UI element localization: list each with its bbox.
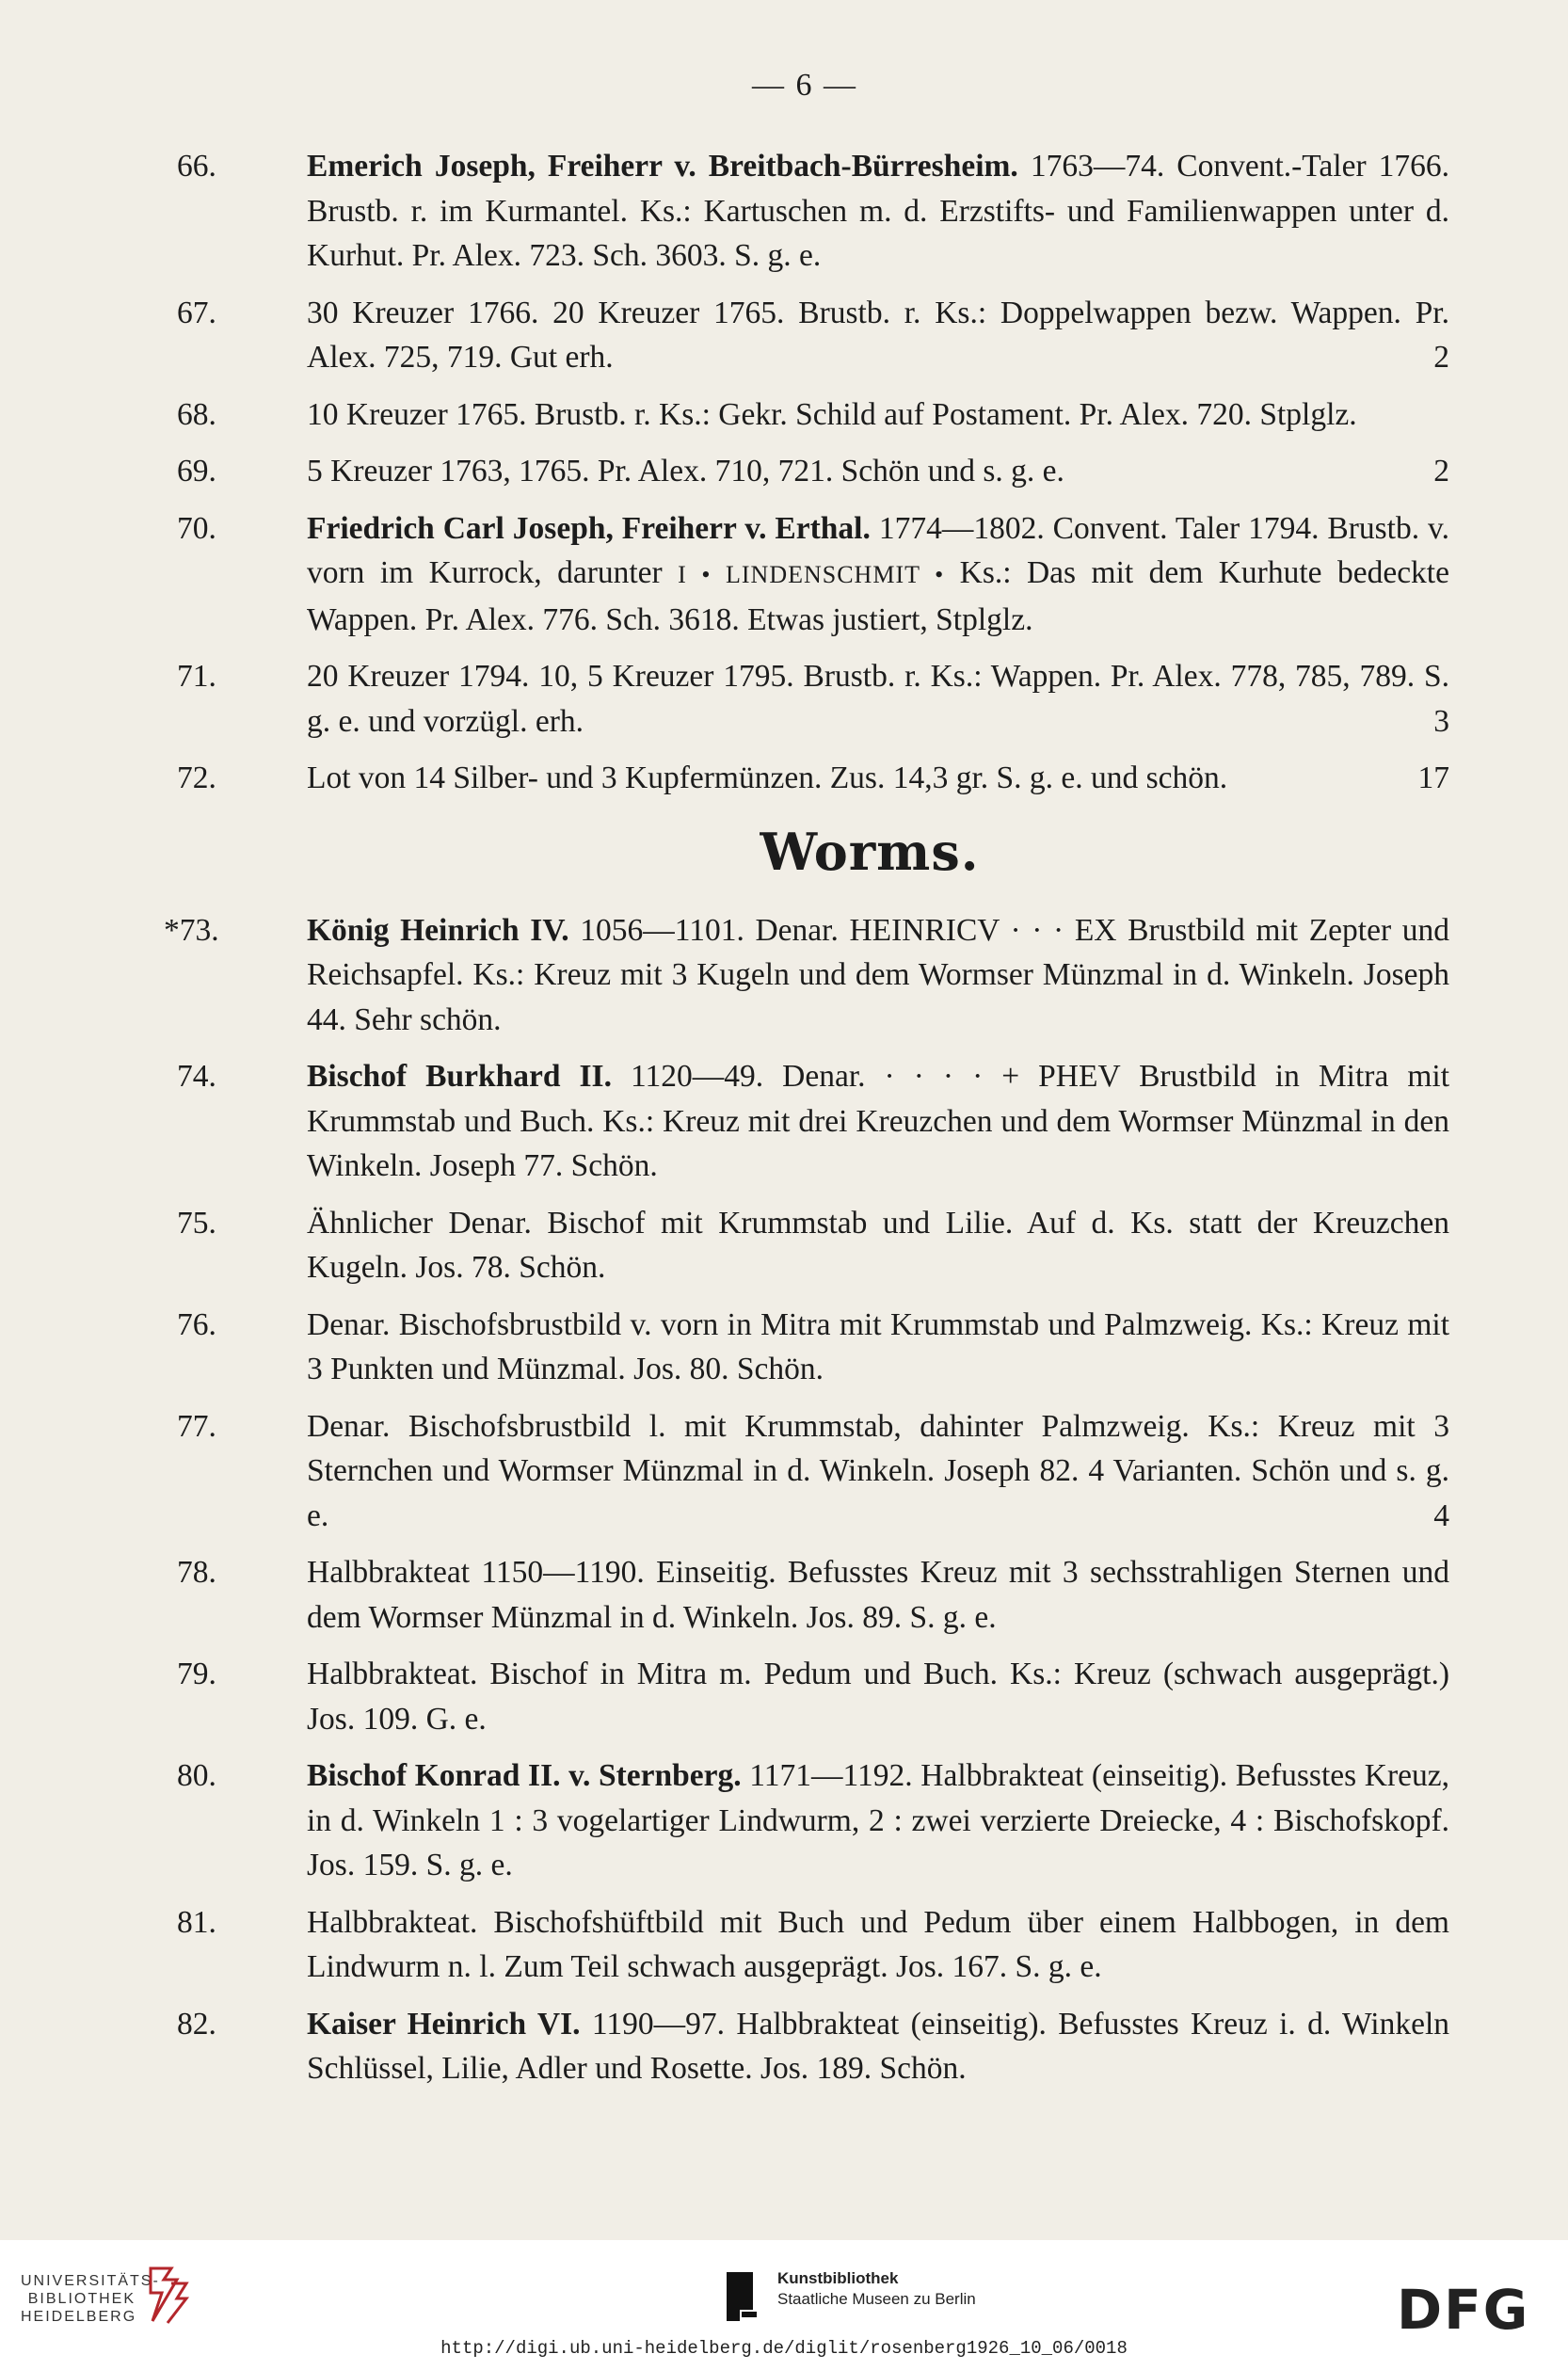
catalog-entries <box>164 144 1450 2104</box>
entry-ruler-name: Bischof Burkhard II. <box>307 1059 612 1094</box>
entry-quantity: 2 <box>1433 454 1449 488</box>
catalog-entry <box>177 1550 1449 1640</box>
kunstbibliothek-logo-text[interactable] <box>777 2268 976 2310</box>
catalog-entry <box>177 144 1449 279</box>
catalog-entry <box>177 2002 1449 2091</box>
entry-ruler-name: Emerich Joseph, Freiherr v. Breitbach-Bürresheim. <box>307 149 1018 184</box>
entry-description: 1774—1802. Convent. Taler 1794. Brustb. v. vorn im Kurrock, darunter <box>307 510 1449 590</box>
entry-number: 80. <box>177 1758 216 1793</box>
entry-number: 66. <box>177 149 216 184</box>
uni-line-2: BIBLIOTHEK <box>27 2291 136 2307</box>
entry-description: Ähnlicher Denar. Bischof mit Krummstab und Lilie. Auf d. Ks. statt der Kreuzchen Kugeln. Jos. 78. Schön. <box>307 1205 1449 1285</box>
entry-description: 20 Kreuzer 1794. 10, 5 Kreuzer 1795. Brustb. r. Ks.: Wappen. Pr. Alex. 778, 785, 789. S. g. e. und vorzügl. erh. <box>307 659 1449 739</box>
catalog-entry <box>177 449 1449 494</box>
catalog-entry <box>177 1900 1449 1990</box>
entry-number: 71. <box>177 659 216 694</box>
entry-description: Halbbrakteat. Bischofshüftbild mit Buch und Pedum über einem Halbbogen, in dem Lindwurm n. l. Zum Teil schwach ausgeprägt. Jos. 167. S. g. e. <box>307 1904 1449 1984</box>
dfg-logo[interactable]: DFG <box>1397 2278 1530 2342</box>
catalog-entry <box>177 1054 1449 1189</box>
university-library-logo-icon <box>143 2265 190 2325</box>
entry-description: 1171—1192. Halbbrakteat (einseitig). Befusstes Kreuz, in d. Winkeln 1 : 3 vogelartiger Lindwurm, 2 : zwei verzierte Dreiecke, 4 : Bischofskopf. Jos. 159. S. g. e. <box>307 1758 1449 1882</box>
entries-group-electorate <box>177 144 1449 801</box>
entry-description: 10 Kreuzer 1765. Brustb. r. Ks.: Gekr. Schild auf Postament. Pr. Alex. 720. Stplglz. <box>307 396 1357 432</box>
entry-number: 68. <box>177 396 216 432</box>
entry-description: Halbbrakteat 1150—1190. Einseitig. Befusstes Kreuz mit 3 sechsstrahligen Sternen und dem Wormser Münzmal in d. Winkeln. Jos. 89. S. g. e. <box>307 1555 1449 1635</box>
entry-number: 77. <box>177 1408 216 1444</box>
catalog-entry <box>177 1404 1449 1539</box>
source-url[interactable]: http://digi.ub.uni-heidelberg.de/diglit/rosenberg1926_10_06/0018 <box>440 2338 1128 2359</box>
section-heading: Worms. <box>760 821 980 882</box>
page-number: — 6 — <box>752 68 857 103</box>
entry-ruler-name: Bischof Konrad II. v. Sternberg. <box>307 1758 742 1793</box>
catalog-entry <box>164 908 1450 1043</box>
catalog-entry <box>177 654 1449 744</box>
entry-number: 78. <box>177 1555 216 1590</box>
footer <box>0 2240 1568 2370</box>
entry-description: 1763—74. Convent.-Taler 1766. Brustb. r. im Kurmantel. Ks.: Kartuschen m. d. Erzstifts- und Familienwappen unter d. Kurhut. Pr. Alex. 723. Sch. 3603. S. g. e. <box>307 149 1450 273</box>
catalog-entry <box>177 1201 1449 1290</box>
entry-number: 76. <box>177 1306 216 1342</box>
catalog-entry <box>177 506 1449 643</box>
uni-line-1: UNIVERSITÄTS- <box>21 2273 160 2289</box>
entry-description: 30 Kreuzer 1766. 20 Kreuzer 1765. Brustb. r. Ks.: Doppelwappen bezw. Wappen. Pr. Alex. 725, 719. Gut erh. <box>307 295 1449 375</box>
catalog-entry <box>177 392 1449 438</box>
entry-quantity: 2 <box>1433 340 1449 375</box>
entry-number: 81. <box>177 1904 216 1940</box>
entry-ruler-name: Kaiser Heinrich VI. <box>307 2006 581 2042</box>
entry-quantity: 17 <box>1417 761 1449 795</box>
entry-description: Denar. Bischofsbrustbild v. vorn in Mitra mit Krummstab und Palmzweig. Ks.: Kreuz mit 3 Punkten und Münzmal. Jos. 80. Schön. <box>307 1306 1449 1386</box>
entry-number: 79. <box>177 1657 216 1691</box>
catalog-entry <box>177 756 1449 801</box>
entry-number: 72. <box>177 761 216 795</box>
entry-description: Lot von 14 Silber- und 3 Kupfermünzen. Zus. 14,3 gr. S. g. e. und schön. <box>307 761 1228 795</box>
entry-inscription: I • LINDENSCHMIT • <box>678 561 945 588</box>
entry-description: Denar. Bischofsbrustbild l. mit Krummstab, dahinter Palmzweig. Ks.: Kreuz mit 3 Sternchen und Wormser Münzmal in d. Winkeln. Joseph 82. 4 Varianten. Schön und s. g. e. <box>307 1408 1449 1533</box>
entry-number: *73. <box>164 912 219 948</box>
entry-description: 1056—1101. Denar. HEINRICV · · · EX Brustbild mit Zepter und Reichsapfel. Ks.: Kreuz mit 3 Kugeln und dem Wormser Münzmal in d. Winkeln. Joseph 44. Sehr schön. <box>307 912 1450 1037</box>
entry-ruler-name: Friedrich Carl Joseph, Freiherr v. Erthal. <box>307 510 871 546</box>
kunstbibliothek-logo-icon <box>721 2268 762 2325</box>
uni-line-3: HEIDELBERG <box>21 2309 137 2325</box>
entry-quantity: 4 <box>1433 1497 1449 1533</box>
kb-line-2: Staatliche Museen zu Berlin <box>777 2290 976 2308</box>
entry-description: 1190—97. Halbbrakteat (einseitig). Befusstes Kreuz i. d. Winkeln Schlüssel, Lilie, Adler und Rosette. Jos. 189. Schön. <box>307 2006 1450 2086</box>
entry-number: 70. <box>177 510 216 546</box>
catalog-entry <box>177 1303 1449 1392</box>
entry-description: 5 Kreuzer 1763, 1765. Pr. Alex. 710, 721. Schön und s. g. e. <box>307 454 1064 488</box>
entry-description: Halbbrakteat. Bischof in Mitra m. Pedum und Buch. Ks.: Kreuz (schwach ausgeprägt.) Jos. 109. G. e. <box>307 1657 1449 1737</box>
entry-number: 75. <box>177 1205 216 1241</box>
entry-description-continued: Ks.: Das mit dem Kurhute bedeckte Wappen. Pr. Alex. 776. Sch. 3618. Etwas justiert, Stplglz. <box>307 555 1449 637</box>
entry-number: 67. <box>177 295 216 330</box>
university-library-logo-text[interactable] <box>21 2272 160 2326</box>
kb-line-1: Kunstbibliothek <box>777 2269 899 2287</box>
catalog-entry <box>177 291 1449 380</box>
entry-number: 74. <box>177 1059 216 1094</box>
entry-number: 82. <box>177 2006 216 2042</box>
catalog-entry <box>177 1652 1449 1741</box>
entries-group-worms <box>164 908 1450 2091</box>
entry-ruler-name: König Heinrich IV. <box>307 912 569 948</box>
catalog-entry <box>177 1753 1449 1888</box>
entry-number: 69. <box>177 454 216 488</box>
entry-quantity: 3 <box>1433 703 1449 739</box>
entry-description: 1120—49. Denar. · · · · + PHEV Brustbild in Mitra mit Krummstab und Buch. Ks.: Kreuz mit drei Kreuzchen und dem Wormser Münzmal in den Winkeln. Joseph 77. Schön. <box>307 1059 1450 1183</box>
